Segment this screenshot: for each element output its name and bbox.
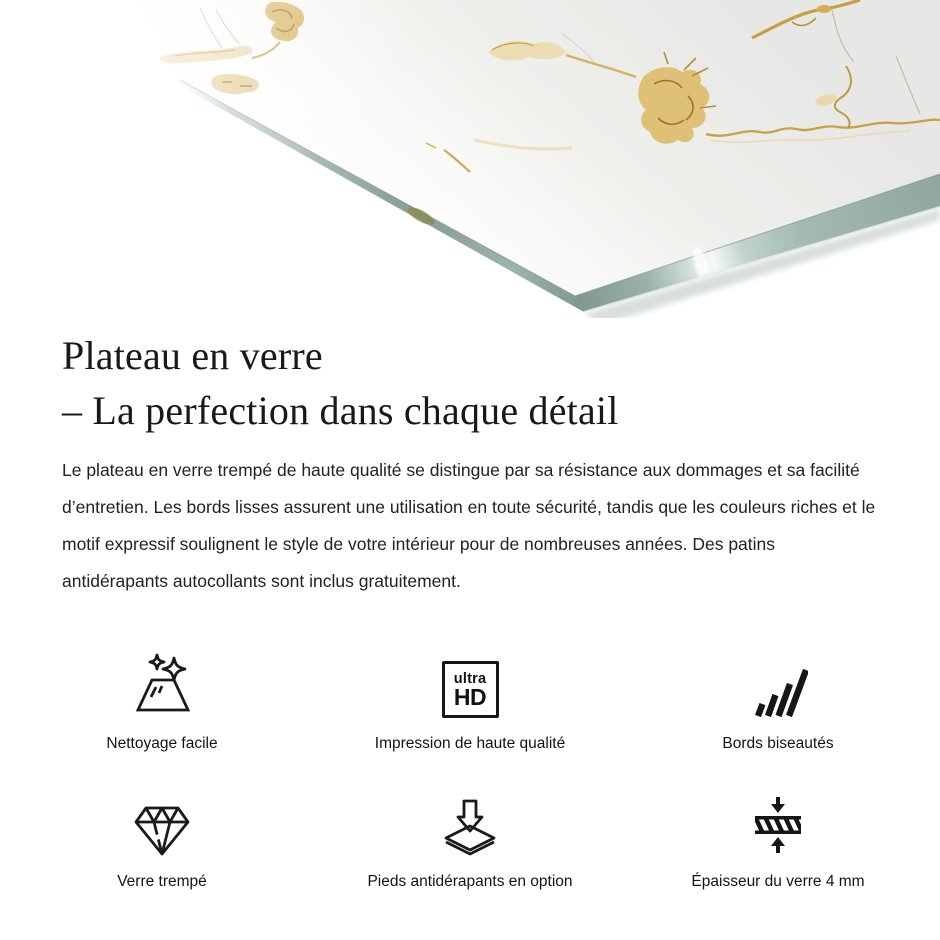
feature-tempered-glass (8, 788, 316, 892)
sparkle-clean-icon (130, 652, 194, 718)
feature-label: Verre trempé (117, 873, 207, 890)
left-fade (0, 0, 430, 318)
feature-antislip-feet (316, 788, 624, 892)
product-description: Le plateau en verre trempé de haute qualité se distingue par sa résistance aux dommages et sa facilité d’entretien. Les bords lisses assurent une utilisation en toute sécurité, tandis que les couleurs riches et le motif expressif soulignent le style de votre intérieur pour de nombreuses années. Des patins antidérapants autocollants sont inclus gratuitement. (62, 460, 876, 591)
product-image-glass-panel (0, 0, 940, 318)
page-title (62, 328, 940, 438)
feature-print-quality (316, 650, 624, 754)
feature-beveled-edges (624, 650, 932, 754)
feature-easy-cleaning (8, 650, 316, 754)
ultra-hd-icon-text-bottom: HD (453, 683, 487, 710)
feature-glass-thickness (624, 788, 932, 892)
marble-glass-illustration (0, 0, 940, 318)
feature-label: Épaisseur du verre 4 mm (691, 873, 865, 890)
feature-label: Impression de haute qualité (374, 735, 566, 752)
page-title-line-1: Plateau en verre (62, 333, 323, 378)
feature-grid (0, 650, 940, 892)
ultra-hd-icon (442, 661, 499, 718)
arrow-into-pad-icon (441, 798, 499, 856)
ultra-hd-icon-text-top: ultra (453, 670, 487, 687)
feature-label: Pieds antidérapants en option (367, 873, 573, 890)
glass-thickness-icon (752, 794, 804, 856)
diamond-icon (131, 804, 193, 856)
feature-label: Bords biseautés (722, 735, 834, 752)
beveled-edge-icon (748, 662, 808, 718)
page-title-line-2: – La perfection dans chaque détail (62, 388, 619, 433)
feature-label: Nettoyage facile (106, 735, 218, 752)
